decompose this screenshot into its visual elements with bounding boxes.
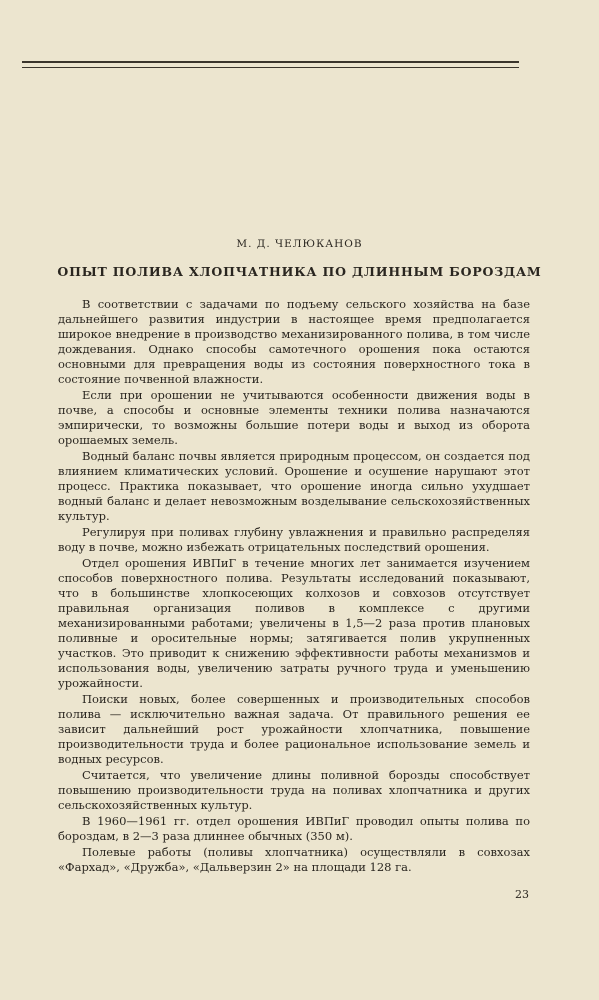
paragraph: В 1960—1961 гг. отдел орошения ИВПиГ проводил опыты полива по бороздам, в 2—3 раза длиннее обычных (350 м).	[58, 814, 530, 843]
paragraph: Отдел орошения ИВПиГ в течение многих лет занимается изучением способов поверхностного полива. Результаты исследований показывают, что в большинстве хлопкосеющих колхозов и совхозов отсутствует правильная организация поливов в комплексе с другими механизированными работами; увеличены в 1,5—2 раза против плановых поливные и оросительные нормы; затягивается полив укрупненных участков. Это приводит к снижению эффективности работы механизмов и использования воды, увеличению затраты ручного труда и уменьшению урожайности.	[58, 556, 530, 690]
paragraph: Регулируя при поливах глубину увлажнения и правильно распределяя воду в почве, можно избежать отрицательных последствий орошения.	[58, 525, 530, 554]
author-name: М. Д. ЧЕЛЮКАНОВ	[236, 238, 363, 250]
article-title: ОПЫТ ПОЛИВА ХЛОПЧАТНИКА ПО ДЛИННЫМ БОРОЗДАМ	[57, 264, 542, 279]
paragraph: Полевые работы (поливы хлопчатника) осуществляли в совхозах «Фархад», «Дружба», «Дальверзин 2» на площади 128 га.	[58, 845, 530, 874]
header-rule	[22, 61, 519, 63]
paragraph: Если при орошении не учитываются особенности движения воды в почве, а способы и основные элементы техники полива назначаются эмпирически, то возможны большие потери воды и выход из оборота орошаемых земель.	[58, 388, 530, 447]
paragraph: В соответствии с задачами по подъему сельского хозяйства на базе дальнейшего развития индустрии в настоящее время предполагается широкое внедрение в производство механизированного полива, в том числе дождевания. Однако способы самотечного орошения пока остаются основными для превращения воды из состояния поверхностного тока в состояние почвенной влажности.	[58, 297, 530, 386]
article-body	[58, 297, 530, 876]
page-number: 23	[515, 888, 529, 901]
header-rule-thin	[22, 67, 519, 68]
paragraph: Водный баланс почвы является природным процессом, он создается под влиянием климатических условий. Орошение и осушение нарушают этот процесс. Практика показывает, что орошение иногда сильно ухудшает водный баланс и делает невозможным возделывание сельскохозяйственных культур.	[58, 449, 530, 523]
paragraph: Поиски новых, более совершенных и производительных способов полива — исключительно важная задача. От правильного решения ее зависит дальнейший рост урожайности хлопчатника, повышение производительности труда и более рациональное использование земель и водных ресурсов.	[58, 692, 530, 766]
paragraph: Считается, что увеличение длины поливной борозды способствует повышению производительности труда на поливах хлопчатника и других сельскохозяйственных культур.	[58, 768, 530, 812]
